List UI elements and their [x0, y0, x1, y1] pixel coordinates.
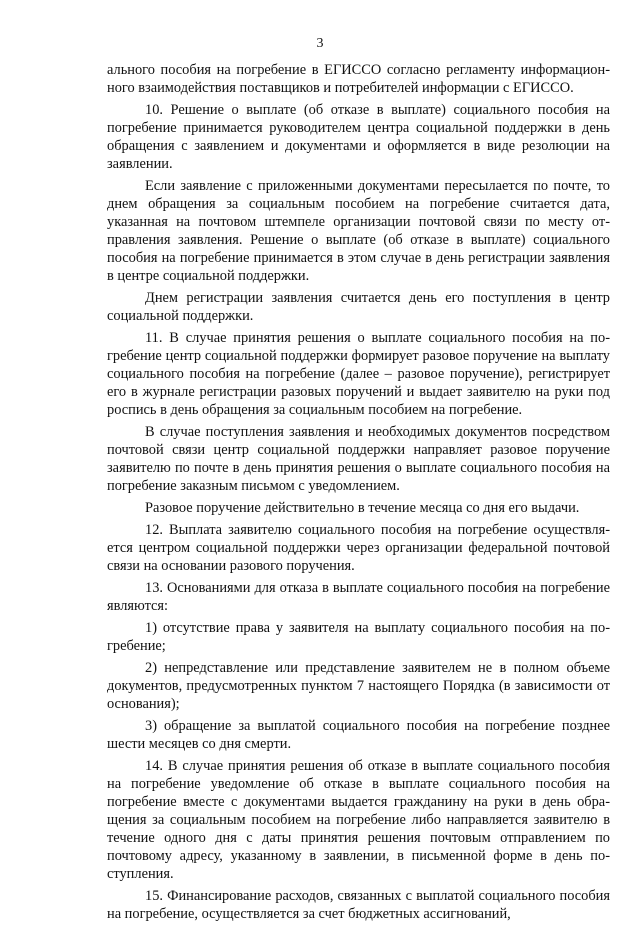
paragraph-mail-order: В случае поступления заявления и необходимых документов посредством почтовой связи центр социальной поддержки направляет разовое поручение заявителю по почте в день принятия решения о выплате социального пособия на погребение заказным письмом с уведомлением.	[107, 424, 610, 494]
paragraph-registration-day: Днем регистрации заявления считается день его поступления в центр социальной поддержки.	[107, 290, 610, 324]
paragraph-ground-2: 2) непредставление или представление заявителем не в полном объеме документов, предусмотренных пунктом 7 настоящего Порядка (в зависимости от основания);	[107, 660, 610, 712]
paragraph-ground-1: 1) отсутствие права у заявителя на выплату социального пособия на погребение;	[107, 620, 610, 654]
paragraph-item-14: 14. В случае принятия решения об отказе в выплате социального пособия на погребение уведомление об отказе в выплате социального пособия на погребение вместе с документами выдается гражданину на руки в день обращения за социальным пособием на погребение либо направляется заявителю в течение одного дня с даты принятия решения почтовым отправлением по почтовому адресу, указанному в заявлении, в письменной форме в день поступления.	[107, 758, 610, 882]
document-body	[107, 61, 610, 927]
paragraph-item-11: 11. В случае принятия решения о выплате социального пособия на погребение центр социальной поддержки формирует разовое поручение на выплату социального пособия на погребение (далее – разовое поручение), регистрирует его в журнале регистрации разовых поручений и выдает заявителю на руки под роспись в день обращения за социальным пособием на погребение.	[107, 330, 610, 418]
paragraph-item-13: 13. Основаниями для отказа в выплате социального пособия на погребение являются:	[107, 580, 610, 614]
paragraph-item-12: 12. Выплата заявителю социального пособия на погребение осуществляется центром социальной поддержки через организации федеральной почтовой связи на основании разового поручения.	[107, 522, 610, 574]
paragraph-order-validity: Разовое поручение действительно в течение месяца со дня его выдачи.	[145, 500, 580, 516]
paragraph-item-15: 15. Финансирование расходов, связанных с выплатой социального пособия на погребение, осуществляется за счет бюджетных ассигнований,	[107, 888, 610, 922]
page-number: 3	[316, 36, 324, 51]
paragraph-ground-3: 3) обращение за выплатой социального пособия на погребение позднее шести месяцев со дня смерти.	[107, 718, 610, 752]
paragraph-mail-application: Если заявление с приложенными документами пересылается по почте, то днем обращения за социальным пособием на погребение считается дата, указанная на почтовом штемпеле организации почтовой связи по месту отправления заявления. Решение о выплате (об отказе в выплате) социального пособия на погребение принимается в этом случае в день регистрации заявления в центре социальной поддержки.	[107, 178, 610, 284]
paragraph-continuation: ального пособия на погребение в ЕГИССО согласно регламенту информационного взаимодействия поставщиков и потребителей информации с ЕГИССО.	[107, 62, 610, 96]
paragraph-item-10: 10. Решение о выплате (об отказе в выплате) социального пособия на погребение принимается руководителем центра социальной поддержки в день обращения с заявлением и документами и оформляется в виде резолюции на заявлении.	[107, 102, 610, 172]
